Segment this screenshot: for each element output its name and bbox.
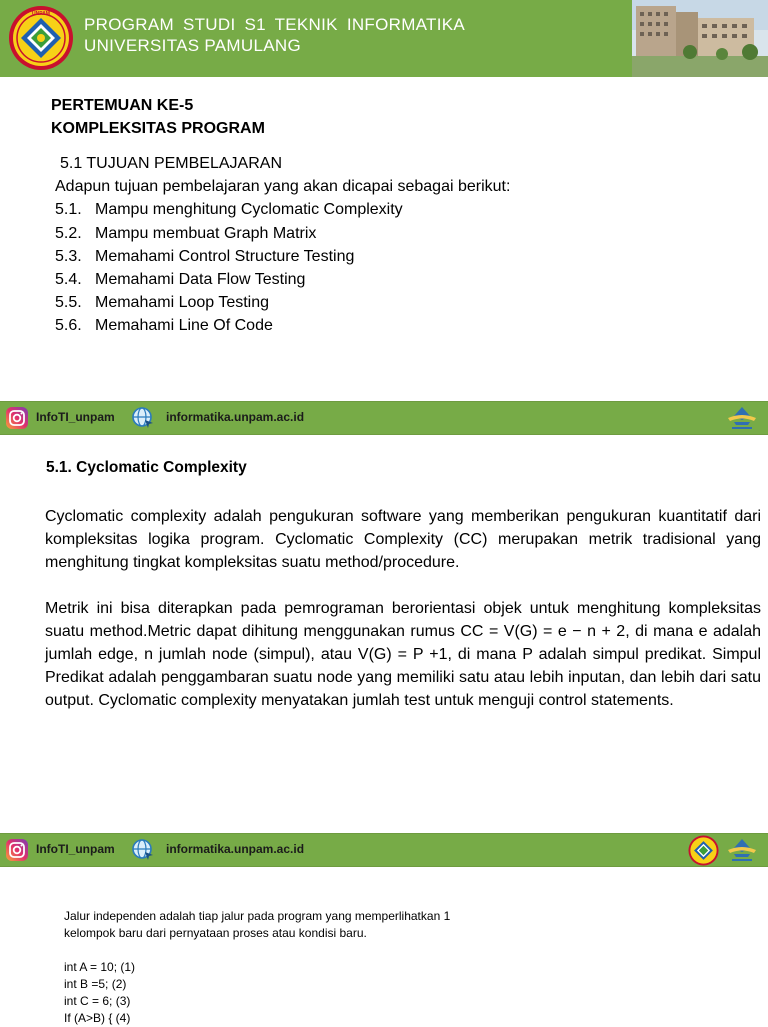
paragraph-line: kelompok baru dari pernyataan proses atau kondisi baru. — [64, 926, 367, 940]
code-line: int C = 6; (3) — [64, 994, 131, 1008]
slide3-content — [64, 908, 450, 1027]
objective-item: 5.1. Mampu menghitung Cyclomatic Complexity — [55, 201, 403, 219]
code-line: int B =5; (2) — [64, 977, 127, 991]
program-name: PROGRAM STUDI S1 TEKNIK INFORMATIKA — [84, 15, 466, 34]
website-link[interactable]: informatika.unpam.ac.id — [166, 410, 305, 424]
objective-item: 5.2. Mampu membuat Graph Matrix — [55, 224, 317, 242]
tut-wuri-handayani-icon — [724, 404, 760, 432]
globe-icon[interactable] — [131, 838, 155, 862]
university-name: UNIVERSITAS PAMULANG — [84, 36, 301, 55]
globe-icon[interactable] — [131, 406, 155, 430]
section-title: 5.1. Cyclomatic Complexity — [46, 459, 247, 476]
svg-text:UNPAM: UNPAM — [32, 11, 50, 17]
code-line: int A = 10; (1) — [64, 960, 136, 974]
objectives-intro: Adapun tujuan pembelajaran yang akan dicapai sebagai berikut: — [55, 178, 511, 196]
tut-wuri-handayani-icon — [724, 836, 760, 864]
instagram-icon[interactable] — [5, 406, 29, 430]
objective-item: 5.6. Memahami Line Of Code — [55, 317, 273, 335]
learning-objectives — [55, 152, 510, 338]
instagram-handle[interactable]: InfoTI_unpam — [36, 842, 115, 856]
paragraph: Cyclomatic complexity adalah pengukuran software yang memberikan pengukuran kuantitatif dari kompleksitas logika program. Cyclomatic Complexity (CC) merupakan metrik tradisional yang menghitung tingkat kompleksitas suatu method/procedure. — [45, 508, 761, 571]
meeting-title: PERTEMUAN KE-5 — [51, 97, 194, 114]
campus-photo — [632, 0, 768, 77]
footer-bar — [0, 401, 768, 435]
header-title — [84, 14, 465, 56]
code-line: If (A>B) { (4) — [64, 1011, 131, 1025]
instagram-icon[interactable] — [5, 838, 29, 862]
paragraph-line: Jalur independen adalah tiap jalur pada program yang memperlihatkan 1 — [64, 909, 451, 923]
university-logo-icon — [688, 835, 719, 866]
objective-item: 5.3. Memahami Control Structure Testing — [55, 247, 355, 265]
header-bar — [0, 0, 768, 77]
section-title: 5.1 TUJUAN PEMBELAJARAN — [60, 155, 282, 172]
footer-bar — [0, 833, 768, 867]
paragraph: Metrik ini bisa diterapkan pada pemrograman berorientasi objek untuk menghitung kompleksitas suatu method.Metric dapat dihitung menggunakan rumus CC = V(G) = e − n + 2, di mana e adalah jumlah edge, n jumlah node (simpul), atau V(G) = P +1, di mana P adalah simpul predikat. Simpul Predikat adalah penggambaran suatu node yang memiliki satu atau lebih inputan, dan lebih dari satu output. Cyclomatic complexity menyatakan jumlah test untuk menguji control statements. — [45, 600, 761, 709]
topic-title: KOMPLEKSITAS PROGRAM — [51, 120, 265, 137]
slide1-heading — [51, 94, 265, 140]
website-link[interactable]: informatika.unpam.ac.id — [166, 842, 305, 856]
instagram-handle[interactable]: InfoTI_unpam — [36, 410, 115, 424]
objective-item: 5.4. Memahami Data Flow Testing — [55, 271, 306, 289]
university-logo-icon — [8, 5, 74, 71]
objective-item: 5.5. Memahami Loop Testing — [55, 294, 270, 312]
